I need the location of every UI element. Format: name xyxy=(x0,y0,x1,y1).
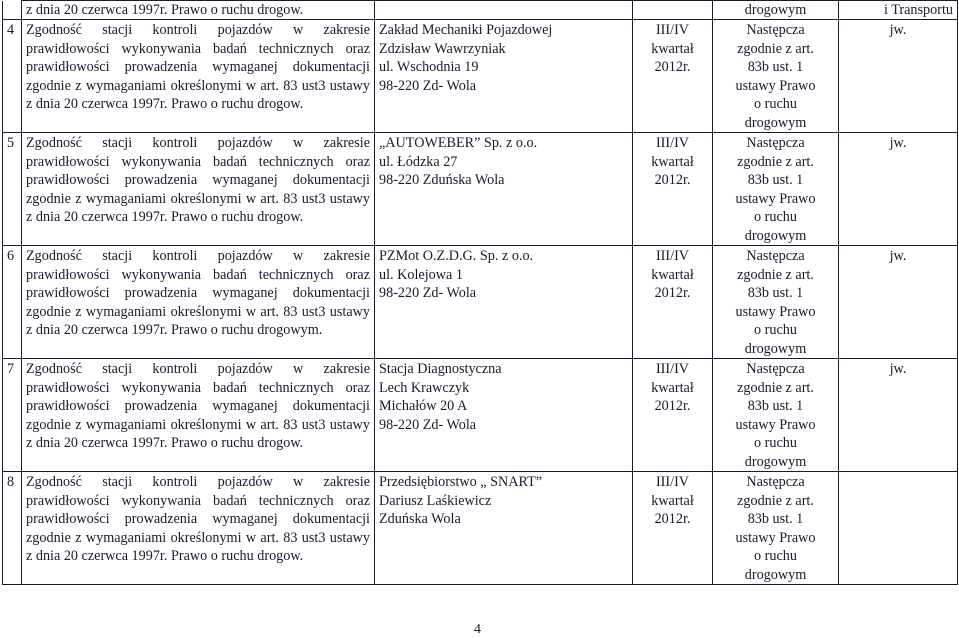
entity-line: Stacja Diagnostyczna xyxy=(379,361,502,377)
table-row xyxy=(3,472,958,585)
basis-line: 83b ust. 1 xyxy=(747,285,804,301)
basis-cell xyxy=(713,20,839,133)
basis-line: 83b ust. 1 xyxy=(747,59,804,75)
period-line: 2012r. xyxy=(654,285,691,301)
entity-line: ul. Kolejowa 1 xyxy=(379,266,463,283)
period-line: 2012r. xyxy=(654,172,691,188)
remarks-cell: jw. xyxy=(839,133,958,246)
scope-cell: Zgodność stacji kontroli pojazdów w zakresie prawidłowości wykonywania badań technicznych oraz prawidłowości prowadzenia wymaganej dokumentacji zgodnie z wymaganiami określonymi w art. 83 ust3 ustawy z dnia 20 czerwca 1997r. Prawo o ruchu drogow. xyxy=(22,359,375,472)
scope-cell: z dnia 20 czerwca 1997r. Prawo o ruchu drogow. xyxy=(22,1,375,20)
remarks-cell xyxy=(839,472,958,585)
row-number-cell: 4 xyxy=(3,20,22,133)
row-number-cell: 7 xyxy=(3,359,22,472)
scope-cell: Zgodność stacji kontroli pojazdów w zakresie prawidłowości wykonywania badań technicznych oraz prawidłowości prowadzenia wymaganej dokumentacji zgodnie z wymaganiami określonymi w art. 83 ust3 ustawy z dnia 20 czerwca 1997r. Prawo o ruchu drogow. xyxy=(22,133,375,246)
entity-line: 98-220 Zd- Wola xyxy=(379,416,477,433)
period-cell xyxy=(633,246,713,359)
entity-line: Dariusz Laśkiewicz xyxy=(379,492,492,509)
basis-line: drogowym xyxy=(744,453,807,470)
basis-cell xyxy=(713,472,839,585)
table-row xyxy=(3,133,958,246)
period-line: kwartał xyxy=(651,153,694,170)
period-line: 2012r. xyxy=(654,511,691,527)
basis-line: Następcza xyxy=(746,22,805,38)
table-row-continued xyxy=(3,1,958,20)
period-line: 2012r. xyxy=(654,59,691,75)
basis-line: o ruchu xyxy=(754,548,797,564)
entity-line: PZMot O.Z.D.G. Sp. z o.o. xyxy=(379,248,534,264)
page-number: 4 xyxy=(474,622,481,637)
period-cell xyxy=(633,1,713,20)
entity-cell xyxy=(375,472,633,585)
basis-line: zgodnie z art. xyxy=(737,266,814,283)
basis-cell xyxy=(713,133,839,246)
basis-line: o ruchu xyxy=(754,435,797,451)
basis-line: zgodnie z art. xyxy=(737,492,814,509)
period-line: kwartał xyxy=(651,379,694,396)
entity-line: „AUTOWEBER” Sp. z o.o. xyxy=(379,135,538,151)
basis-line: 83b ust. 1 xyxy=(747,511,804,527)
basis-line: ustawy Prawo xyxy=(735,529,816,546)
basis-line: o ruchu xyxy=(754,322,797,338)
scope-cell: Zgodność stacji kontroli pojazdów w zakresie prawidłowości wykonywania badań technicznych oraz prawidłowości prowadzenia wymaganej dokumentacji zgodnie z wymaganiami określonymi w art. 83 ust3 ustawy z dnia 20 czerwca 1997r. Prawo o ruchu drogowym. xyxy=(22,246,375,359)
row-number-cell: 5 xyxy=(3,133,22,246)
row-number-cell: 8 xyxy=(3,472,22,585)
entity-line: 98-220 Zduńska Wola xyxy=(379,172,505,188)
basis-line: drogowym xyxy=(744,114,807,131)
table-row xyxy=(3,246,958,359)
basis-line: o ruchu xyxy=(754,209,797,225)
entity-line: ul. Łódzka 27 xyxy=(379,153,458,170)
remarks-cell: jw. xyxy=(839,246,958,359)
basis-line: zgodnie z art. xyxy=(737,40,814,57)
entity-cell xyxy=(375,133,633,246)
basis-line: 83b ust. 1 xyxy=(747,172,804,188)
basis-line: ustawy Prawo xyxy=(735,77,816,94)
basis-line: drogowym xyxy=(744,227,807,244)
entity-line: Zduńska Wola xyxy=(379,511,461,527)
basis-line: zgodnie z art. xyxy=(737,379,814,396)
period-cell xyxy=(633,359,713,472)
period-cell xyxy=(633,20,713,133)
period-line: III/IV xyxy=(655,361,690,377)
basis-line: Następcza xyxy=(746,474,805,490)
entity-cell xyxy=(375,20,633,133)
basis-cell: drogowym xyxy=(713,1,839,20)
entity-line: Przedsiębiorstwo „ SNART” xyxy=(379,474,543,490)
table-row xyxy=(3,20,958,133)
period-line: kwartał xyxy=(651,492,694,509)
period-line: III/IV xyxy=(655,248,690,264)
basis-line: Następcza xyxy=(746,248,805,264)
control-plan-table xyxy=(2,0,958,585)
basis-line: ustawy Prawo xyxy=(735,303,816,320)
row-number-cell: 6 xyxy=(3,246,22,359)
entity-line: 98-220 Zd- Wola xyxy=(379,285,477,301)
entity-line: Zakład Mechaniki Pojazdowej xyxy=(379,22,553,38)
period-line: III/IV xyxy=(655,135,690,151)
period-line: III/IV xyxy=(655,22,690,38)
basis-line: Następcza xyxy=(746,361,805,377)
basis-line: ustawy Prawo xyxy=(735,416,816,433)
basis-cell xyxy=(713,359,839,472)
period-cell xyxy=(633,133,713,246)
period-line: kwartał xyxy=(651,266,694,283)
table-row xyxy=(3,359,958,472)
entity-cell xyxy=(375,359,633,472)
entity-cell xyxy=(375,1,633,20)
basis-line: o ruchu xyxy=(754,96,797,112)
basis-cell xyxy=(713,246,839,359)
period-line: 2012r. xyxy=(654,398,691,414)
basis-line: Następcza xyxy=(746,135,805,151)
entity-line: 98-220 Zd- Wola xyxy=(379,77,477,94)
remarks-cell: jw. xyxy=(839,20,958,133)
basis-line: 83b ust. 1 xyxy=(747,398,804,414)
entity-line: ul. Wschodnia 19 xyxy=(379,59,479,75)
period-line: kwartał xyxy=(651,40,694,57)
scope-cell: Zgodność stacji kontroli pojazdów w zakresie prawidłowości wykonywania badań technicznych oraz prawidłowości prowadzenia wymaganej dokumentacji zgodnie z wymaganiami określonymi w art. 83 ust3 ustawy z dnia 20 czerwca 1997r. Prawo o ruchu drogow. xyxy=(22,472,375,585)
entity-line: Lech Krawczyk xyxy=(379,379,470,396)
basis-line: drogowym xyxy=(744,340,807,357)
remarks-cell: i Transportu xyxy=(839,1,958,20)
entity-line: Zdzisław Wawrzyniak xyxy=(379,40,506,57)
period-cell xyxy=(633,472,713,585)
entity-cell xyxy=(375,246,633,359)
period-line: III/IV xyxy=(655,474,690,490)
remarks-cell: jw. xyxy=(839,359,958,472)
basis-line: zgodnie z art. xyxy=(737,153,814,170)
entity-line: Michałów 20 A xyxy=(379,398,468,414)
scope-cell: Zgodność stacji kontroli pojazdów w zakresie prawidłowości wykonywania badań technicznych oraz prawidłowości prowadzenia wymaganej dokumentacji zgodnie z wymaganiami określonymi w art. 83 ust3 ustawy z dnia 20 czerwca 1997r. Prawo o ruchu drogow. xyxy=(22,20,375,133)
basis-line: drogowym xyxy=(744,566,807,583)
basis-line: ustawy Prawo xyxy=(735,190,816,207)
